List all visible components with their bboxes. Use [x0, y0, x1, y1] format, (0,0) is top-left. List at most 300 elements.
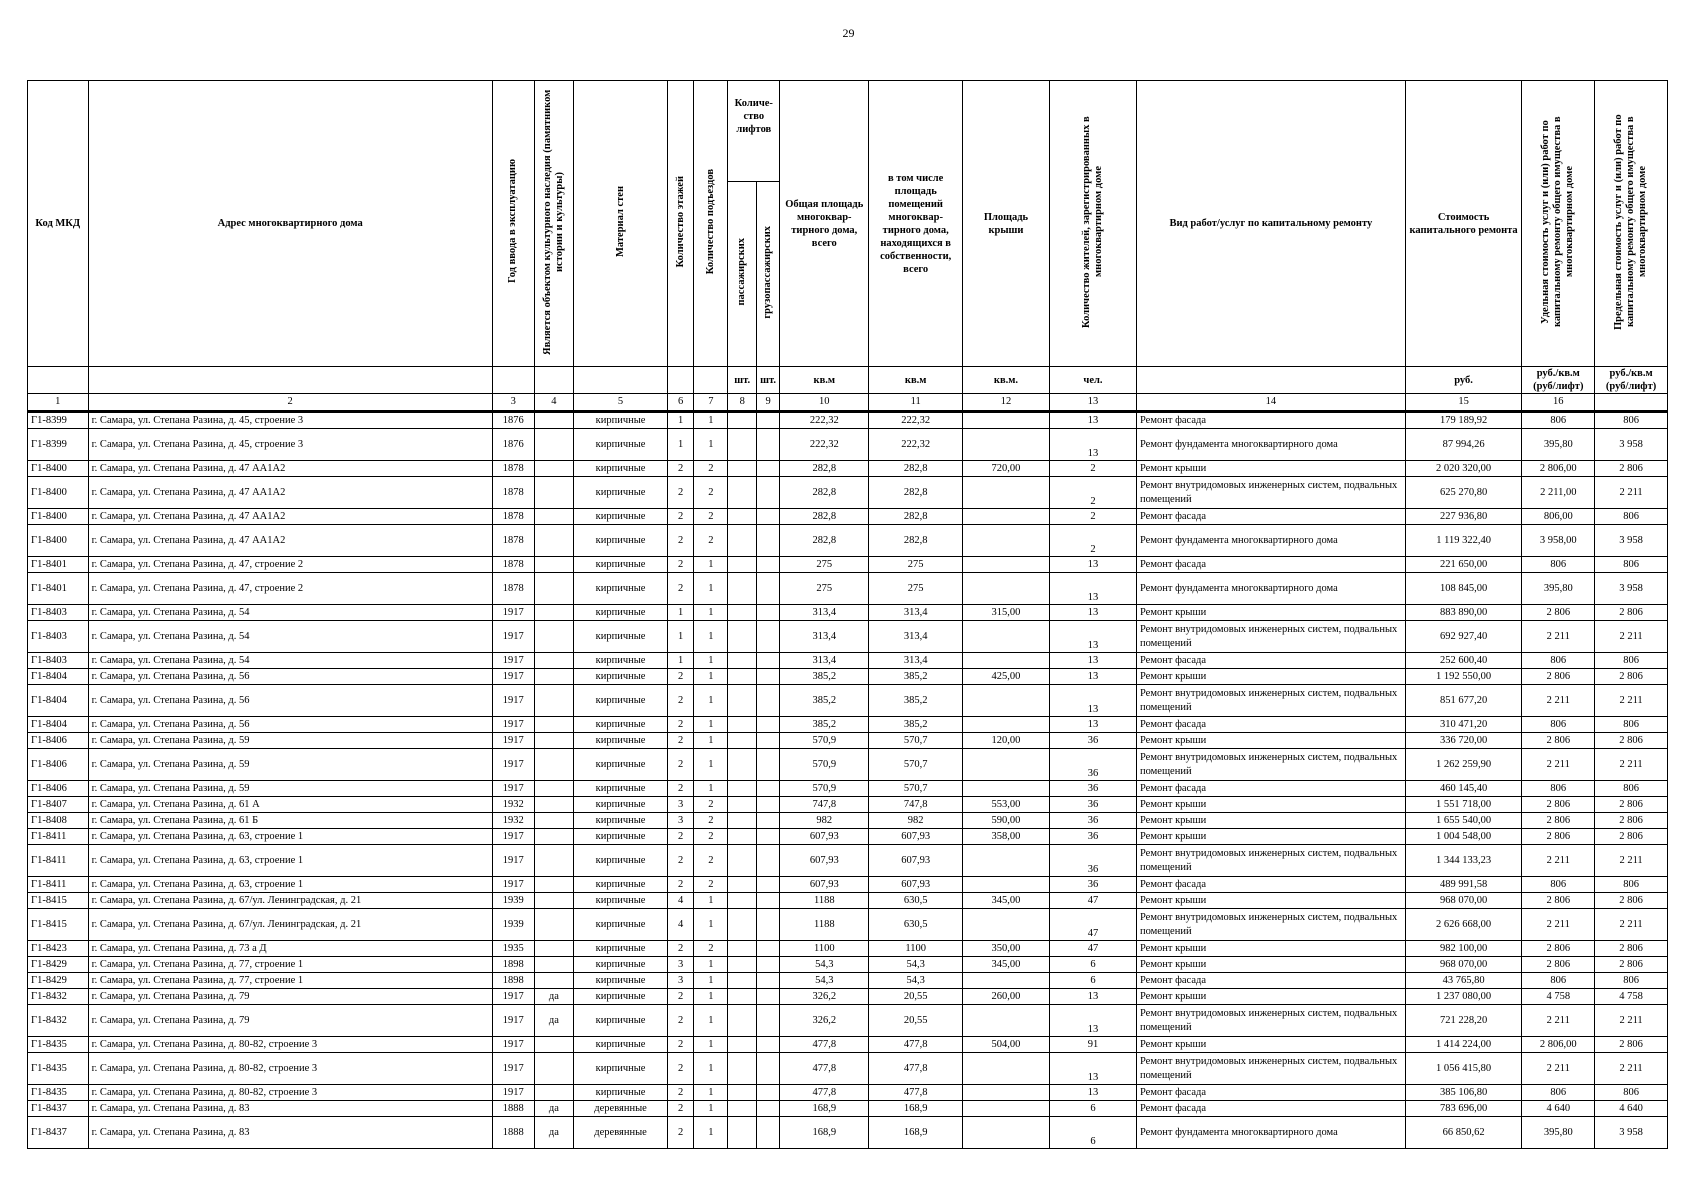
- year-cell: 1935: [492, 941, 534, 957]
- table-row: [28, 412, 1668, 429]
- lifts-pass-cell: [728, 717, 757, 733]
- cost-cell: 625 270,80: [1405, 477, 1522, 509]
- table-row: [28, 1117, 1668, 1149]
- column-number-blank: [1595, 394, 1668, 412]
- total-area-cell: 477,8: [780, 1053, 869, 1085]
- work-type-cell: Ремонт крыши: [1136, 957, 1405, 973]
- table-row: [28, 557, 1668, 573]
- unit-cell: [667, 367, 693, 394]
- code-cell: Г1-8437: [28, 1101, 89, 1117]
- entrances-cell: 1: [694, 605, 728, 621]
- code-cell: Г1-8423: [28, 941, 89, 957]
- header-limit-cost-cell: [1595, 81, 1668, 367]
- table-row: [28, 525, 1668, 557]
- heritage-cell: [534, 957, 574, 973]
- lifts-pass-cell: [728, 412, 757, 429]
- address-cell: г. Самара, ул. Степана Разина, д. 80-82, строение 3: [88, 1085, 492, 1101]
- material-cell: кирпичные: [574, 749, 668, 781]
- code-cell: Г1-8403: [28, 605, 89, 621]
- table-row: [28, 957, 1668, 973]
- cost-cell: 692 927,40: [1405, 621, 1522, 653]
- material-cell: кирпичные: [574, 685, 668, 717]
- roof-area-cell: [962, 717, 1049, 733]
- lifts-cargo-cell: [757, 909, 780, 941]
- header-residents: Количество жителей, зарегистрированных в многоквартирном доме: [1080, 115, 1104, 328]
- floors-cell: 2: [667, 477, 693, 509]
- address-cell: г. Самара, ул. Степана Разина, д. 56: [88, 685, 492, 717]
- cost-cell: 2 626 668,00: [1405, 909, 1522, 941]
- address-cell: г. Самара, ул. Степана Разина, д. 47, строение 2: [88, 557, 492, 573]
- cost-cell: 1 262 259,90: [1405, 749, 1522, 781]
- header-row: [28, 81, 1668, 182]
- header-lifts-cargo-cell: [757, 182, 780, 367]
- year-cell: 1878: [492, 509, 534, 525]
- cost-cell: 179 189,92: [1405, 412, 1522, 429]
- unit-cost-cell: 806: [1522, 1085, 1595, 1101]
- material-cell: деревянные: [574, 1117, 668, 1149]
- total-area-cell: 607,93: [780, 877, 869, 893]
- roof-area-cell: 358,00: [962, 829, 1049, 845]
- page-number: 29: [842, 26, 855, 40]
- unit-cost-cell: 2 806: [1522, 829, 1595, 845]
- heritage-cell: [534, 973, 574, 989]
- entrances-cell: 2: [694, 829, 728, 845]
- limit-cost-cell: 4 640: [1595, 1101, 1668, 1117]
- year-cell: 1917: [492, 781, 534, 797]
- lifts-cargo-cell: [757, 477, 780, 509]
- year-cell: 1917: [492, 1085, 534, 1101]
- year-cell: 1878: [492, 525, 534, 557]
- lifts-cargo-cell: [757, 685, 780, 717]
- table-row: [28, 509, 1668, 525]
- heritage-cell: [534, 685, 574, 717]
- lifts-pass-cell: [728, 669, 757, 685]
- entrances-cell: 1: [694, 989, 728, 1005]
- entrances-cell: 1: [694, 685, 728, 717]
- limit-cost-cell: 3 958: [1595, 525, 1668, 557]
- lifts-pass-cell: [728, 573, 757, 605]
- owned-area-cell: 630,5: [869, 909, 963, 941]
- floors-cell: 4: [667, 893, 693, 909]
- entrances-cell: 1: [694, 573, 728, 605]
- lifts-pass-cell: [728, 909, 757, 941]
- heritage-cell: [534, 621, 574, 653]
- lifts-cargo-cell: [757, 717, 780, 733]
- cost-cell: 1 192 550,00: [1405, 669, 1522, 685]
- heritage-cell: [534, 813, 574, 829]
- total-area-cell: 385,2: [780, 685, 869, 717]
- table-row: [28, 1085, 1668, 1101]
- column-number: 11: [869, 394, 963, 412]
- year-cell: 1917: [492, 829, 534, 845]
- column-number: 6: [667, 394, 693, 412]
- column-number: 3: [492, 394, 534, 412]
- address-cell: г. Самара, ул. Степана Разина, д. 59: [88, 733, 492, 749]
- code-cell: Г1-8411: [28, 829, 89, 845]
- header-entrances: Количество подъездов: [704, 168, 716, 275]
- limit-cost-cell: 2 211: [1595, 749, 1668, 781]
- limit-cost-cell: 806: [1595, 877, 1668, 893]
- owned-area-cell: 607,93: [869, 845, 963, 877]
- table-row: [28, 685, 1668, 717]
- heritage-cell: [534, 429, 574, 461]
- unit-cost-cell: 2 211: [1522, 909, 1595, 941]
- roof-area-cell: [962, 781, 1049, 797]
- unit-cost-cell: 2 211: [1522, 845, 1595, 877]
- lifts-pass-cell: [728, 813, 757, 829]
- code-cell: Г1-8400: [28, 477, 89, 509]
- unit-cost-cell: 2 806: [1522, 669, 1595, 685]
- cost-cell: 252 600,40: [1405, 653, 1522, 669]
- floors-cell: 2: [667, 1117, 693, 1149]
- heritage-cell: да: [534, 1005, 574, 1037]
- material-cell: кирпичные: [574, 973, 668, 989]
- code-cell: Г1-8432: [28, 989, 89, 1005]
- floors-cell: 2: [667, 669, 693, 685]
- owned-area-cell: 385,2: [869, 669, 963, 685]
- cost-cell: 1 551 718,00: [1405, 797, 1522, 813]
- code-cell: Г1-8404: [28, 669, 89, 685]
- address-cell: г. Самара, ул. Степана Разина, д. 79: [88, 1005, 492, 1037]
- unit-cost: руб.: [1405, 367, 1522, 394]
- lifts-pass-cell: [728, 941, 757, 957]
- owned-area-cell: 313,4: [869, 605, 963, 621]
- residents-cell: 13: [1049, 989, 1136, 1005]
- header-entrances-cell: [694, 81, 728, 367]
- total-area-cell: 1188: [780, 893, 869, 909]
- header-year-cell: [492, 81, 534, 367]
- lifts-cargo-cell: [757, 893, 780, 909]
- lifts-cargo-cell: [757, 941, 780, 957]
- limit-cost-cell: 806: [1595, 717, 1668, 733]
- year-cell: 1917: [492, 1037, 534, 1053]
- roof-area-cell: [962, 429, 1049, 461]
- lifts-pass-cell: [728, 525, 757, 557]
- cost-cell: 1 655 540,00: [1405, 813, 1522, 829]
- residents-cell: 91: [1049, 1037, 1136, 1053]
- work-type-cell: Ремонт фасада: [1136, 653, 1405, 669]
- lifts-pass-cell: [728, 1037, 757, 1053]
- year-cell: 1917: [492, 989, 534, 1005]
- unit-cost-cell: 2 211: [1522, 1053, 1595, 1085]
- lifts-pass-cell: [728, 1053, 757, 1085]
- total-area-cell: 1188: [780, 909, 869, 941]
- total-area-cell: 747,8: [780, 797, 869, 813]
- limit-cost-cell: 2 806: [1595, 941, 1668, 957]
- header-cost: Стоимость капитального ремонта: [1405, 81, 1522, 367]
- unit-unit-cost: руб./кв.м (руб/лифт): [1522, 367, 1595, 394]
- header-address: Адрес многоквартирного дома: [88, 81, 492, 367]
- unit-cell: [574, 367, 668, 394]
- lifts-cargo-cell: [757, 412, 780, 429]
- roof-area-cell: [962, 653, 1049, 669]
- column-number: 13: [1049, 394, 1136, 412]
- heritage-cell: [534, 525, 574, 557]
- work-type-cell: Ремонт фасада: [1136, 412, 1405, 429]
- lifts-cargo-cell: [757, 1053, 780, 1085]
- material-cell: кирпичные: [574, 653, 668, 669]
- year-cell: 1878: [492, 461, 534, 477]
- heritage-cell: [534, 909, 574, 941]
- cost-cell: 982 100,00: [1405, 941, 1522, 957]
- heritage-cell: [534, 412, 574, 429]
- material-cell: кирпичные: [574, 813, 668, 829]
- header-code: Код МКД: [28, 81, 89, 367]
- table-row: [28, 781, 1668, 797]
- year-cell: 1878: [492, 477, 534, 509]
- residents-cell: 13: [1049, 1053, 1136, 1085]
- work-type-cell: Ремонт крыши: [1136, 941, 1405, 957]
- work-type-cell: Ремонт внутридомовых инженерных систем, подвальных помещений: [1136, 845, 1405, 877]
- address-cell: г. Самара, ул. Степана Разина, д. 54: [88, 605, 492, 621]
- year-cell: 1939: [492, 893, 534, 909]
- code-cell: Г1-8415: [28, 893, 89, 909]
- address-cell: г. Самара, ул. Степана Разина, д. 61 Б: [88, 813, 492, 829]
- column-number: 15: [1405, 394, 1522, 412]
- address-cell: г. Самара, ул. Степана Разина, д. 77, строение 1: [88, 973, 492, 989]
- material-cell: кирпичные: [574, 477, 668, 509]
- column-number: 12: [962, 394, 1049, 412]
- code-cell: Г1-8411: [28, 845, 89, 877]
- header-lifts-cargo: грузопассажирских: [762, 225, 774, 319]
- year-cell: 1932: [492, 797, 534, 813]
- total-area-cell: 1100: [780, 941, 869, 957]
- lifts-cargo-cell: [757, 1037, 780, 1053]
- material-cell: деревянные: [574, 1101, 668, 1117]
- lifts-pass-cell: [728, 877, 757, 893]
- table-row: [28, 1053, 1668, 1085]
- year-cell: 1878: [492, 557, 534, 573]
- cost-cell: 1 004 548,00: [1405, 829, 1522, 845]
- heritage-cell: [534, 653, 574, 669]
- lifts-cargo-cell: [757, 669, 780, 685]
- cost-cell: 968 070,00: [1405, 893, 1522, 909]
- table-row: [28, 973, 1668, 989]
- roof-area-cell: 590,00: [962, 813, 1049, 829]
- header-floors-cell: [667, 81, 693, 367]
- table-row: [28, 941, 1668, 957]
- entrances-cell: 1: [694, 1005, 728, 1037]
- owned-area-cell: 222,32: [869, 429, 963, 461]
- cost-cell: 1 344 133,23: [1405, 845, 1522, 877]
- work-type-cell: Ремонт фундамента многоквартирного дома: [1136, 1117, 1405, 1149]
- year-cell: 1876: [492, 429, 534, 461]
- limit-cost-cell: 2 806: [1595, 829, 1668, 845]
- unit-cost-cell: 2 211: [1522, 749, 1595, 781]
- floors-cell: 2: [667, 829, 693, 845]
- code-cell: Г1-8407: [28, 797, 89, 813]
- unit-lifts-pass: шт.: [728, 367, 757, 394]
- code-cell: Г1-8400: [28, 525, 89, 557]
- code-cell: Г1-8403: [28, 621, 89, 653]
- floors-cell: 2: [667, 1037, 693, 1053]
- lifts-pass-cell: [728, 557, 757, 573]
- header-unit-cost: Удельная стоимость услуг и (или) работ по капитальному ремонту общего имущества в многоквартирном доме: [1540, 116, 1576, 327]
- work-type-cell: Ремонт фасада: [1136, 557, 1405, 573]
- column-number: 9: [757, 394, 780, 412]
- total-area-cell: 313,4: [780, 621, 869, 653]
- address-cell: г. Самара, ул. Степана Разина, д. 45, строение 3: [88, 429, 492, 461]
- owned-area-cell: 54,3: [869, 973, 963, 989]
- heritage-cell: [534, 573, 574, 605]
- roof-area-cell: 504,00: [962, 1037, 1049, 1053]
- column-number: 14: [1136, 394, 1405, 412]
- material-cell: кирпичные: [574, 829, 668, 845]
- code-cell: Г1-8401: [28, 557, 89, 573]
- cost-cell: 87 994,26: [1405, 429, 1522, 461]
- table-row: [28, 845, 1668, 877]
- code-cell: Г1-8435: [28, 1053, 89, 1085]
- lifts-pass-cell: [728, 461, 757, 477]
- total-area-cell: 326,2: [780, 989, 869, 1005]
- unit-cell: [492, 367, 534, 394]
- table-row: [28, 989, 1668, 1005]
- address-cell: г. Самара, ул. Степана Разина, д. 63, строение 1: [88, 877, 492, 893]
- residents-cell: 6: [1049, 1101, 1136, 1117]
- lifts-pass-cell: [728, 957, 757, 973]
- entrances-cell: 1: [694, 957, 728, 973]
- material-cell: кирпичные: [574, 1037, 668, 1053]
- lifts-pass-cell: [728, 893, 757, 909]
- code-cell: Г1-8404: [28, 717, 89, 733]
- heritage-cell: [534, 781, 574, 797]
- roof-area-cell: [962, 1085, 1049, 1101]
- work-type-cell: Ремонт внутридомовых инженерных систем, подвальных помещений: [1136, 909, 1405, 941]
- work-type-cell: Ремонт фасада: [1136, 781, 1405, 797]
- roof-area-cell: [962, 573, 1049, 605]
- owned-area-cell: 313,4: [869, 621, 963, 653]
- column-number: 4: [534, 394, 574, 412]
- limit-cost-cell: 2 806: [1595, 893, 1668, 909]
- entrances-cell: 1: [694, 973, 728, 989]
- unit-cost-cell: 2 806: [1522, 605, 1595, 621]
- table-row: [28, 829, 1668, 845]
- floors-cell: 1: [667, 412, 693, 429]
- material-cell: кирпичные: [574, 605, 668, 621]
- column-number: 7: [694, 394, 728, 412]
- heritage-cell: [534, 477, 574, 509]
- heritage-cell: [534, 829, 574, 845]
- lifts-cargo-cell: [757, 749, 780, 781]
- floors-cell: 2: [667, 1005, 693, 1037]
- code-cell: Г1-8406: [28, 781, 89, 797]
- owned-area-cell: 282,8: [869, 509, 963, 525]
- header-material: Материал стен: [614, 186, 626, 257]
- floors-cell: 3: [667, 813, 693, 829]
- entrances-cell: 1: [694, 749, 728, 781]
- table-row: [28, 653, 1668, 669]
- header-heritage-cell: [534, 81, 574, 367]
- floors-cell: 2: [667, 989, 693, 1005]
- owned-area-cell: 982: [869, 813, 963, 829]
- unit-cell: [28, 367, 89, 394]
- unit-cost-cell: 2 211,00: [1522, 477, 1595, 509]
- lifts-pass-cell: [728, 685, 757, 717]
- total-area-cell: 570,9: [780, 733, 869, 749]
- roof-area-cell: 425,00: [962, 669, 1049, 685]
- lifts-pass-cell: [728, 621, 757, 653]
- work-type-cell: Ремонт фундамента многоквартирного дома: [1136, 429, 1405, 461]
- address-cell: г. Самара, ул. Степана Разина, д. 80-82, строение 3: [88, 1037, 492, 1053]
- total-area-cell: 282,8: [780, 461, 869, 477]
- unit-cost-cell: 395,80: [1522, 1117, 1595, 1149]
- entrances-cell: 2: [694, 477, 728, 509]
- column-number: 16: [1522, 394, 1595, 412]
- heritage-cell: [534, 1037, 574, 1053]
- address-cell: г. Самара, ул. Степана Разина, д. 83: [88, 1101, 492, 1117]
- entrances-cell: 1: [694, 557, 728, 573]
- unit-cost-cell: 4 758: [1522, 989, 1595, 1005]
- roof-area-cell: 260,00: [962, 989, 1049, 1005]
- unit-cost-cell: 806: [1522, 781, 1595, 797]
- limit-cost-cell: 3 958: [1595, 573, 1668, 605]
- residents-cell: 13: [1049, 412, 1136, 429]
- heritage-cell: [534, 797, 574, 813]
- header-residents-cell: [1049, 81, 1136, 367]
- work-type-cell: Ремонт внутридомовых инженерных систем, подвальных помещений: [1136, 1005, 1405, 1037]
- floors-cell: 2: [667, 1053, 693, 1085]
- code-cell: Г1-8400: [28, 461, 89, 477]
- roof-area-cell: [962, 621, 1049, 653]
- entrances-cell: 2: [694, 461, 728, 477]
- unit-cost-cell: 806: [1522, 557, 1595, 573]
- address-cell: г. Самара, ул. Степана Разина, д. 45, строение 3: [88, 412, 492, 429]
- code-cell: Г1-8432: [28, 1005, 89, 1037]
- floors-cell: 2: [667, 845, 693, 877]
- limit-cost-cell: 2 211: [1595, 845, 1668, 877]
- entrances-cell: 1: [694, 669, 728, 685]
- material-cell: кирпичные: [574, 893, 668, 909]
- year-cell: 1917: [492, 605, 534, 621]
- material-cell: кирпичные: [574, 989, 668, 1005]
- roof-area-cell: 345,00: [962, 893, 1049, 909]
- owned-area-cell: 747,8: [869, 797, 963, 813]
- code-cell: Г1-8399: [28, 429, 89, 461]
- lifts-pass-cell: [728, 797, 757, 813]
- lifts-cargo-cell: [757, 781, 780, 797]
- limit-cost-cell: 806: [1595, 781, 1668, 797]
- table-body: [28, 412, 1668, 1149]
- header-heritage: Является объектом культурного наследия (памятником истории и культуры): [541, 88, 565, 355]
- unit-cost-cell: 806: [1522, 717, 1595, 733]
- table-row: [28, 621, 1668, 653]
- residents-cell: 13: [1049, 1005, 1136, 1037]
- column-number: 8: [728, 394, 757, 412]
- limit-cost-cell: 806: [1595, 557, 1668, 573]
- total-area-cell: 326,2: [780, 1005, 869, 1037]
- lifts-cargo-cell: [757, 509, 780, 525]
- table-row: [28, 909, 1668, 941]
- header-roof-area: Площадь крыши: [962, 81, 1049, 367]
- lifts-cargo-cell: [757, 573, 780, 605]
- cost-cell: 1 119 322,40: [1405, 525, 1522, 557]
- total-area-cell: 385,2: [780, 669, 869, 685]
- address-cell: г. Самара, ул. Степана Разина, д. 47 АА1А2: [88, 461, 492, 477]
- roof-area-cell: [962, 1053, 1049, 1085]
- floors-cell: 3: [667, 797, 693, 813]
- cost-cell: 721 228,20: [1405, 1005, 1522, 1037]
- roof-area-cell: 120,00: [962, 733, 1049, 749]
- table-row: [28, 749, 1668, 781]
- roof-area-cell: [962, 749, 1049, 781]
- year-cell: 1878: [492, 573, 534, 605]
- heritage-cell: [534, 461, 574, 477]
- cost-cell: 310 471,20: [1405, 717, 1522, 733]
- owned-area-cell: 20,55: [869, 1005, 963, 1037]
- residents-cell: 36: [1049, 813, 1136, 829]
- lifts-cargo-cell: [757, 1117, 780, 1149]
- work-type-cell: Ремонт фасада: [1136, 717, 1405, 733]
